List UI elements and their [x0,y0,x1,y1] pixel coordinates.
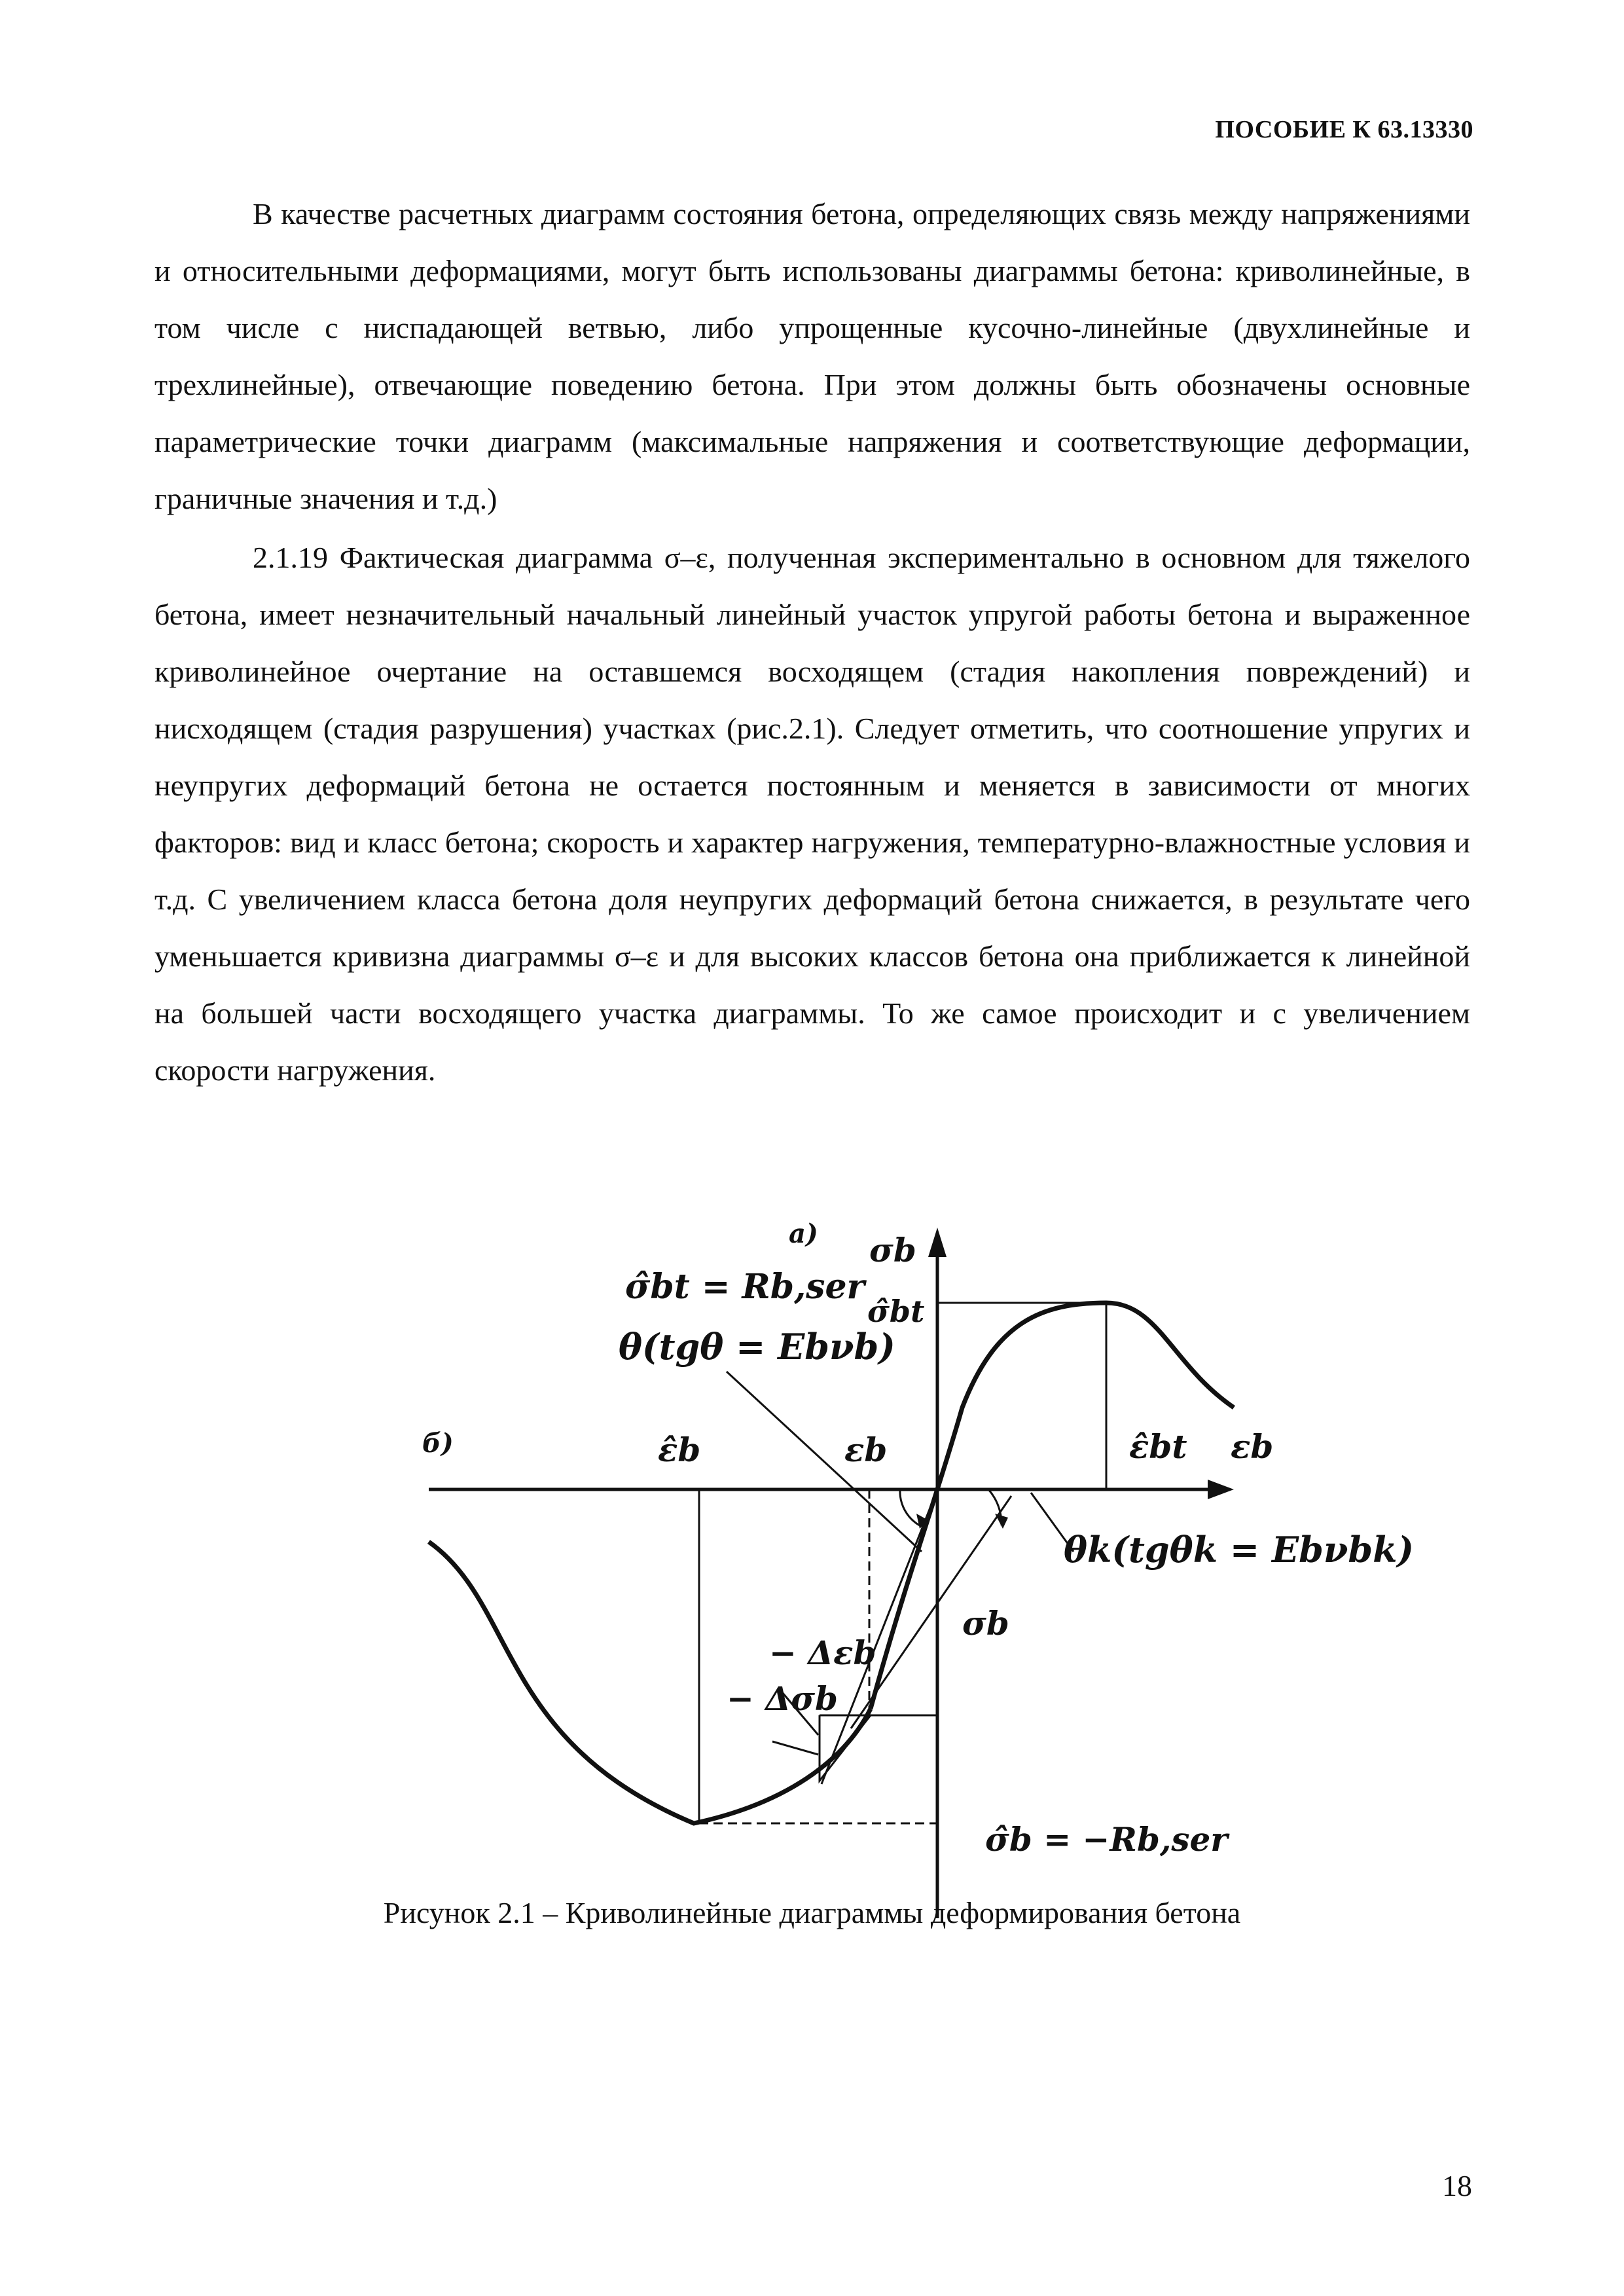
delta-sigma-label: − Δσb [727,1679,838,1718]
paragraph-2 [154,529,1470,1099]
epsilon-b-mid-label: εb [844,1430,888,1469]
page-number: 18 [1442,2169,1472,2202]
theta-k-arc-arrow [995,1514,1008,1529]
epsilon-b-axis-label: εb [1231,1427,1274,1466]
sigma-axis-arrow [928,1228,947,1257]
sigma-bt-equation: σ̂bt = Rb,ser [625,1267,865,1307]
epsilon-hat-bt-label: ε̂bt [1129,1427,1187,1466]
delta-epsilon-label: − Δεb [769,1633,876,1672]
theta-arc [900,1489,920,1525]
concrete-diagram-figure [0,1211,1624,1918]
sigma-b-min-equation: σ̂b = −Rb,ser [985,1820,1228,1859]
epsilon-hat-b-label: ε̂b [658,1430,701,1469]
epsilon-axis-arrow [1208,1480,1234,1499]
tangent-line-theta [727,1372,922,1552]
theta-k-equation: θk(tgθk = Ebνbk) [1064,1529,1415,1571]
label-b: б) [422,1428,454,1459]
figure-caption: Рисунок 2.1 – Криволинейные диаграммы деформирования бетона [383,1896,1241,1929]
sigma-b-mid-label: σb [962,1604,1009,1643]
sigma-b-axis-label: σb [869,1231,916,1269]
page-header: ПОСОБИЕ К 63.13330 [1215,116,1473,143]
paragraph-1 [154,185,1470,527]
paragraph-2-text: 2.1.19 Фактическая диаграмма σ–ε, полученная экспериментально в основном для тяжелого бетона, имеет незначительный начальный линейный участок упругой работы бетона и выраженное криволинейное очертание на оставшемся восходящем (стадия накопления повреждений) и нисходящем (стадия разрушения) участках (рис.2.1). Следует отметить, что соотношение упругих и неупругих деформаций бетона не остается постоянным и меняется в зависимости от многих факторов: вид и класс бетона; скорость и характер нагружения, температурно-влажностные условия и т.д. С увеличением класса бетона доля неупругих деформаций бетона снижается, в результате чего уменьшается кривизна диаграммы σ–ε и для высоких классов бетона она приближается к линейной на большей части восходящего участка диаграммы. То же самое происходит и с увеличением скорости нагружения. [154,541,1470,1087]
curve-a-main [871,1303,1234,1709]
paragraph-1-text: В качестве расчетных диаграмм состояния бетона, определяющих связь между напряжениями и относительными деформациями, могут быть использованы диаграммы бетона: криволинейные, в том числе с ниспадающей ветвью, либо упрощенные кусочно-линейные (двухлинейные и трехлинейные), отвечающие поведению бетона. При этом должны быть обозначены основные параметрические точки диаграмм (максимальные напряжения и соответствующие деформации, граничные значения и т.д.) [154,197,1470,515]
label-a: а) [789,1218,818,1249]
theta-equation: θ(tgθ = Ebνb) [619,1326,895,1368]
delta-sigma-leader [772,1741,818,1755]
sigma-bt-label: σ̂bt [867,1294,925,1329]
